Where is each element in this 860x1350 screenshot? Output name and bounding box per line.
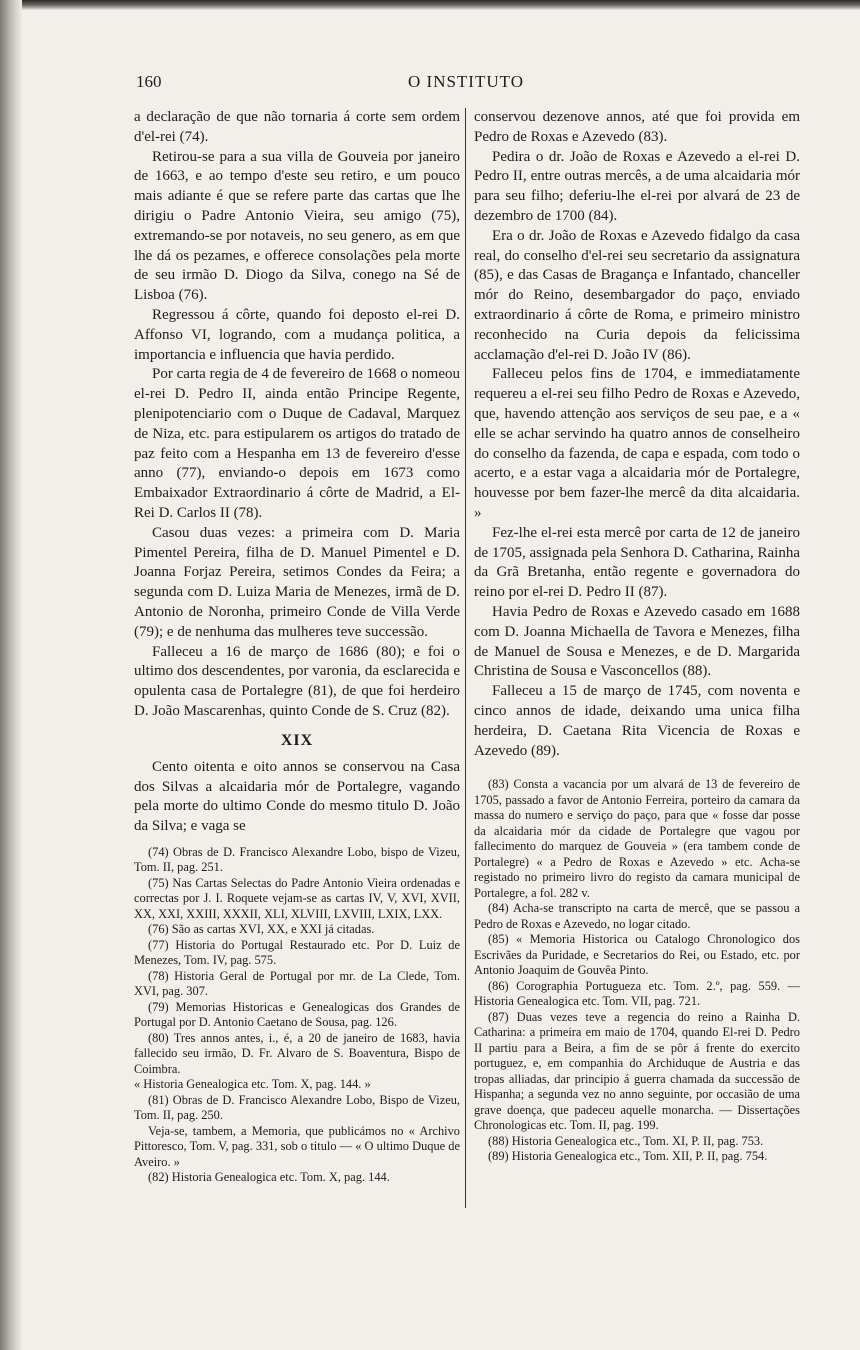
column-divider — [465, 108, 466, 1208]
page-header — [136, 72, 528, 96]
footnote: (81) Obras de D. Francisco Alexandre Lobo, Bispo de Vizeu, Tom. II, pag. 250. — [134, 1092, 460, 1123]
footnote: (80) Tres annos antes, i., é, a 20 de janeiro de 1683, havia fallecido seu irmão, D. Fr. Alvaro de S. Boaventura, Bispo de Coimbra. — [134, 1030, 460, 1076]
footnote: (85) « Memoria Historica ou Catalogo Chronologico dos Escrivães da Puridade, e Secretarios do Rei, ou Estado, etc. por Antonio Joaquim de Gouvêa Pinto. — [474, 932, 800, 978]
footnote-gap — [474, 769, 800, 777]
body-paragraph: Regressou á côrte, quando foi deposto el-rei D. Affonso VI, logrando, com a mudança politica, a importancia e influencia que havia perdido. — [134, 306, 460, 363]
page-number: 160 — [136, 72, 162, 91]
footnote: (86) Corographia Portugueza etc. Tom. 2.º, pag. 559. — Historia Genealogica etc. Tom. VII, pag. 721. — [474, 978, 800, 1009]
footnote: (89) Historia Genealogica etc., Tom. XII, P. II, pag. 754. — [488, 1149, 768, 1164]
footnote-continuation: « Historia Genealogica etc. Tom. X, pag. 144. » — [134, 1077, 371, 1092]
body-paragraph: Por carta regia de 4 de fevereiro de 1668 o nomeou el-rei D. Pedro II, ainda então Principe Regente, plenipotenciario com o Duque de Cadaval, Marquez de Niza, etc. para estipularem os artigos do tratado de paz feito com a Hespanha em 13 de fevereiro d'esse anno (77), enviando-o depois em 1673 como Embaixador Extraordinario á côrte de Madrid, a El-Rei D. Carlos II (78). — [134, 366, 460, 521]
footnote: (87) Duas vezes teve a regencia do reino a Rainha D. Catharina: a primeira em maio de 1704, quando El-rei D. Pedro II partiu para a Beira, a fim de se pôr á frente do exercito portuguez, e, em companhia do Archiduque de Austria e das tropas alliadas, dar principio á guerra chamada da successão de Hispanha; a segunda vez no anno seguinte, por occasião de uma grave doença, que padeceu aquelle monarcha. — Dissertações Chronologicas etc. Tom. II, pag. 199. — [474, 1009, 800, 1133]
right-column — [474, 108, 800, 1218]
body-paragraph: conservou dezenove annos, até que foi provida em Pedro de Roxas e Azevedo (83). — [474, 109, 800, 145]
footnote: (83) Consta a vacancia por um alvará de 13 de fevereiro de 1705, passado a favor de Antonio Ferreira, porteiro da camara da massa do numero e serviço do paço, para que « fosse dar posse da alcaidaria mór da cidade de Portalegre que vagou por fallecimento do marquez de Gouveia » (era tambem conde de Portalegre) « a Pedro de Roxas e Azevedo » etc. Acha-se registado no primeiro livro do registo da camara municipal de Portalegre, a fol. 282 v. — [474, 777, 800, 900]
body-paragraph: Havia Pedro de Roxas e Azevedo casado em 1688 com D. Joanna Michaella de Tavora e Menezes, filha de Manuel de Sousa e Menezes, e de D. Margarida Christina de Sousa e Vasconcellos (88). — [474, 603, 800, 680]
running-title: O INSTITUTO — [408, 72, 524, 91]
page-top-edge — [0, 0, 860, 10]
body-paragraph: Retirou-se para a sua villa de Gouveia por janeiro de 1663, e ao tempo d'este seu retiro, e um pouco mais adiante é que se refere parte das cartas que lhe dirigiu o Padre Antonio Vieira, seu amigo (75), extremando-se por notaveis, no seu genero, as em que lhe dá os pezames, e offerece consolações pela morte de seu irmão D. Diogo da Silva, conego na Sé de Lisboa (76). — [134, 148, 460, 304]
section-heading: XIX — [280, 731, 314, 749]
body-paragraph: Fez-lhe el-rei esta mercê por carta de 12 de janeiro de 1705, assignada pela Senhora D. Catharina, Rainha da Grã Bretanha, então regente e governadora do reino por el-rei D. Pedro II (87). — [474, 524, 800, 601]
footnote: (78) Historia Geral de Portugal por mr. de La Clede, Tom. XVI, pag. 307. — [134, 968, 460, 999]
footnote: (79) Memorias Historicas e Genealogicas dos Grandes de Portugal por D. Antonio Caetano de Sousa, pag. 126. — [134, 999, 460, 1030]
footnote: (88) Historia Genealogica etc., Tom. XI, P. II, pag. 753. — [488, 1133, 764, 1148]
footnote-gap — [134, 837, 460, 845]
body-paragraph: Era o dr. João de Roxas e Azevedo fidalgo da casa real, do conselho d'el-rei seu secretario da assignatura (85), e das Casas de Bragança e Infantado, chanceller mór do Reino, desembargador do paço, enviado extraordinario á côrte de Roma, e primeiro ministro reconhecido na Curia depois da felicissima acclamação d'el-rei D. João IV (86). — [474, 227, 800, 363]
body-paragraph: Falleceu a 15 de março de 1745, com noventa e cinco annos de idade, deixando uma unica filha herdeira, D. Caetana Rita Vicencia de Roxas e Azevedo (89). — [474, 683, 800, 759]
body-paragraph: Cento oitenta e oito annos se conservou na Casa dos Silvas a alcaidaria mór de Portalegre, vagando pela morte do ultimo Conde do mesmo titulo D. João da Silva; e vaga se — [134, 758, 460, 835]
body-paragraph: Casou duas vezes: a primeira com D. Maria Pimentel Pereira, filha de D. Manuel Pimentel e D. Joanna Forjaz Pereira, setimos Condes da Feira; a segunda com D. Luiza Maria de Menezes, irmã de D. Antonio de Noronha, primeiro Conde de Villa Verde (79); e de nenhuma das mulheres teve successão. — [134, 524, 460, 640]
left-column — [134, 108, 460, 1218]
footnote: (74) Obras de D. Francisco Alexandre Lobo, bispo de Vizeu, Tom. II, pag. 251. — [134, 844, 460, 875]
footnote: Veja-se, tambem, a Memoria, que publicámos no « Archivo Pittoresco, Tom. V, pag. 331, sob o titulo — « O ultimo Duque de Aveiro. » — [134, 1123, 460, 1169]
body-paragraph: Falleceu pelos fins de 1704, e immediatamente requereu a el-rei seu filho Pedro de Roxas e Azevedo, que, havendo attenção aos serviços de seu pae, e a « elle se achar servindo ha quatro annos de conselheiro do conselho da fazenda, de capa e espada, com todo o acerto, e a estar vaga a alcaidaria mór de Portalegre, houvesse por bem fazer-lhe mercê da dita alcaidaria. » — [474, 366, 800, 521]
footnote-gap — [474, 761, 800, 769]
body-paragraph: Pedira o dr. João de Roxas e Azevedo a el-rei D. Pedro II, entre outras mercês, a de uma alcaidaria mór para seu filho; deferiu-lhe el-rei por alvará de 23 de dezembro de 1700 (84). — [474, 148, 800, 224]
footnote: (84) Acha-se transcripto na carta de mercê, que se passou a Pedro de Roxas e Azevedo, no logar citado. — [474, 901, 800, 931]
footnote: (76) São as cartas XVI, XX, e XXI já citadas. — [148, 922, 375, 937]
book-spine-shadow — [0, 0, 22, 1350]
footnote: (77) Historia do Portugal Restaurado etc. Por D. Luiz de Menezes, Tom. IV, pag. 575. — [134, 937, 460, 968]
footnote: (75) Nas Cartas Selectas do Padre Antonio Vieira ordenadas e correctas por J. I. Roquete vejam-se as cartas IV, V, XVI, XVII, XX, XXI, XXIII, XXXII, XLI, XLVIII, LXVIII, LXIX, LXX. — [134, 875, 460, 921]
footnote: (82) Historia Genealogica etc. Tom. X, pag. 144. — [148, 1170, 390, 1185]
body-paragraph: Falleceu a 16 de março de 1686 (80); e foi o ultimo dos descendentes, por varonia, da esclarecida e opulenta casa de Portalegre (81), de que foi herdeiro D. João Mascarenhas, quinto Conde de S. Cruz (82). — [134, 643, 460, 719]
body-paragraph: a declaração de que não tornaria á corte sem ordem d'el-rei (74). — [134, 109, 460, 145]
